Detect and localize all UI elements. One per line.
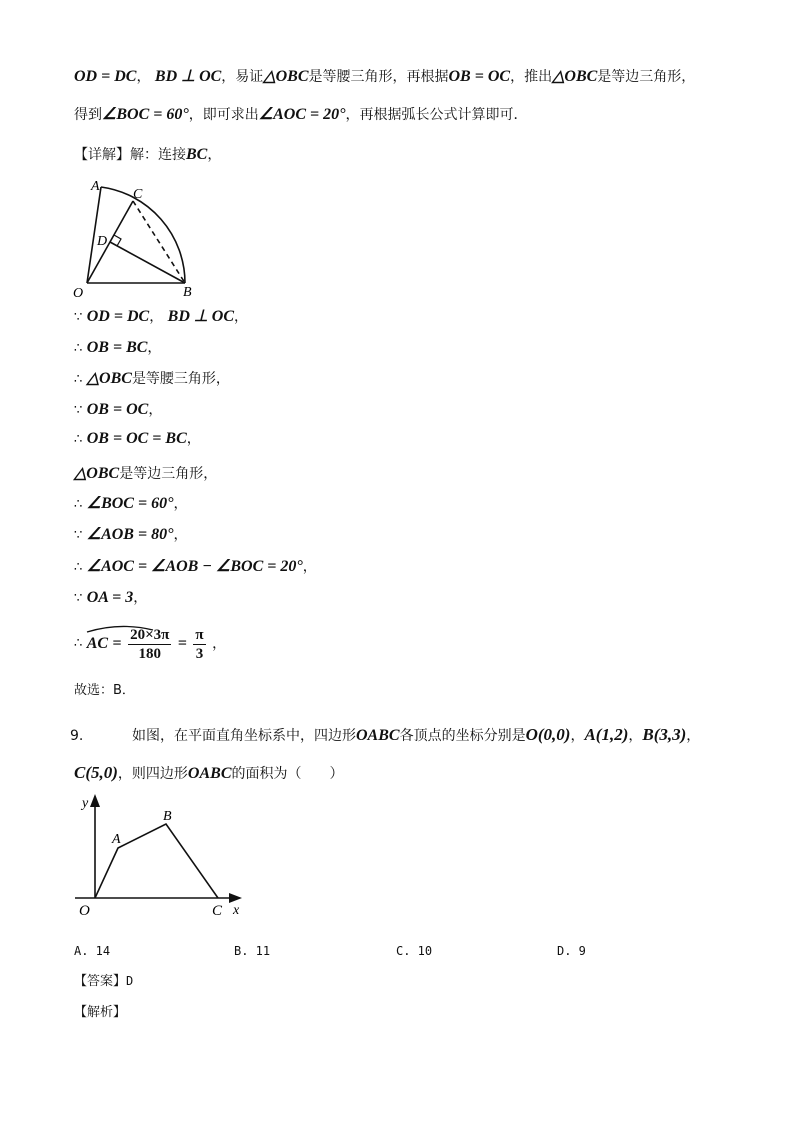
question-text: ，则四边形 [117, 766, 188, 782]
numerator: 20×3π [130, 626, 170, 643]
step-4 [74, 399, 162, 422]
question-9-line-1 [70, 724, 700, 747]
therefore-symbol: ∴ [74, 341, 83, 356]
math-bc: BC [186, 146, 208, 163]
label-o: O [79, 903, 90, 919]
math-triangle-obc: △OBC [263, 68, 309, 85]
step-math: △OBC [74, 465, 120, 482]
label-y: y [82, 796, 89, 811]
comma: ， [173, 527, 188, 543]
comma: ， [207, 147, 222, 163]
math-angle-aoc: ∠AOC = 20° [258, 106, 346, 123]
equals: = [177, 635, 187, 652]
equals: = [112, 635, 122, 652]
question-number: 9. [70, 728, 84, 744]
step-5 [74, 428, 201, 451]
comma: ， [148, 402, 163, 418]
text: ，再根据弧长公式计算即可． [345, 107, 528, 123]
label-b: B [183, 285, 192, 300]
analysis-label: 【解析】 [74, 1005, 127, 1020]
label-o: O [73, 286, 84, 301]
denominator: 3 [195, 645, 204, 662]
answer-label: 【答案】 [74, 974, 127, 989]
sector-figure [70, 174, 200, 302]
comma: ， [686, 728, 701, 744]
text: ，即可求出 [188, 107, 259, 123]
coord-a: A(1,2) [584, 725, 629, 744]
step-math: OA = 3 [86, 589, 134, 606]
therefore-symbol: ∴ [74, 560, 83, 575]
because-symbol: ∵ [74, 528, 83, 543]
math-angle-boc: ∠BOC = 60° [102, 106, 189, 123]
arc-ac [87, 622, 108, 666]
text: 得到 [74, 107, 102, 123]
choose-line: 故选：B． [74, 683, 135, 698]
step-2 [74, 337, 161, 360]
step-text: 是等腰三角形， [131, 371, 230, 387]
option-d[interactable]: D. 9 [557, 944, 586, 958]
step-math: ∠AOC = ∠AOB − ∠BOC = 20° [86, 558, 303, 575]
question-9-line-2 [74, 762, 344, 785]
step-math: △OBC [86, 370, 132, 387]
numerator: π [195, 626, 204, 643]
therefore-symbol: ∴ [74, 636, 83, 651]
question-text: 各顶点的坐标分别是 [399, 728, 526, 744]
text: 是等腰三角形，再根据 [308, 69, 449, 85]
comma: ， [302, 559, 317, 575]
step-10 [74, 587, 147, 610]
step-9 [74, 556, 317, 579]
because-symbol: ∵ [74, 591, 83, 606]
math-od-dc: OD = DC [74, 68, 137, 85]
comma: ， [133, 590, 148, 606]
math-quad: OABC [356, 727, 400, 744]
arc-length-line [74, 622, 226, 666]
option-b[interactable]: B. 11 [234, 944, 271, 958]
step-3 [74, 368, 230, 391]
math-triangle-obc: △OBC [552, 68, 598, 85]
step-math: ∠AOB = 80° [86, 526, 174, 543]
fraction-result [193, 626, 205, 663]
step-math: OB = OC [86, 401, 149, 418]
step-math: OB = OC = BC [86, 430, 187, 447]
therefore-symbol: ∴ [74, 372, 83, 387]
comma: ， [149, 309, 164, 325]
math-bd-perp-oc: BD ⊥ OC [154, 68, 222, 85]
comma: ， [136, 69, 151, 85]
arc-mark [85, 624, 155, 634]
comma: ， [212, 636, 227, 652]
step-math: BD ⊥ OC [167, 308, 235, 325]
denominator: 180 [138, 645, 161, 662]
step-8 [74, 524, 188, 547]
text: ，易证 [221, 69, 264, 85]
therefore-symbol: ∴ [74, 497, 83, 512]
answer-line [74, 970, 133, 993]
analysis-line-2 [74, 104, 528, 126]
comma: ， [628, 728, 643, 744]
step-6 [74, 463, 217, 485]
comma: ， [147, 340, 162, 356]
dashed-bc [133, 201, 185, 283]
question-text: 的面积为（ ） [231, 766, 344, 782]
therefore-symbol: ∴ [74, 432, 83, 447]
label-a: A [91, 179, 100, 194]
text: 是等边三角形， [597, 69, 696, 85]
answer-value: D [126, 974, 134, 988]
arc-label: AC [86, 635, 109, 652]
label-c: C [212, 903, 223, 919]
option-a[interactable]: A. 14 [74, 944, 111, 958]
comma: ， [186, 431, 201, 447]
y-axis-arrow [90, 794, 100, 807]
comma: ， [234, 309, 249, 325]
label-x: x [233, 903, 240, 918]
step-text: 是等边三角形， [119, 466, 218, 482]
step-7 [74, 493, 188, 516]
label-c: C [133, 187, 143, 202]
label-a: A [112, 832, 121, 847]
analysis-line-1 [74, 66, 695, 88]
step-math: OB = BC [86, 339, 148, 356]
option-c[interactable]: C. 10 [396, 944, 433, 958]
step-math: ∠BOC = 60° [86, 495, 174, 512]
coord-c: C(5,0) [74, 763, 118, 782]
math-ob-oc: OB = OC [448, 68, 511, 85]
comma: ， [173, 496, 188, 512]
label-d: D [97, 234, 108, 249]
because-symbol: ∵ [74, 403, 83, 418]
quadrilateral-figure [70, 790, 260, 930]
segment-bd [110, 242, 185, 283]
label-b: B [163, 809, 172, 824]
x-axis-arrow [229, 893, 242, 903]
question-text: 如图，在平面直角坐标系中，四边形 [132, 728, 356, 744]
math-quad: OABC [187, 765, 232, 782]
step-math: OD = DC [86, 308, 150, 325]
coord-b: B(3,3) [642, 725, 687, 744]
detail-heading [74, 144, 221, 166]
because-symbol: ∵ [74, 310, 83, 325]
detail-label: 【详解】解：连接 [74, 147, 186, 163]
coord-o: O(0,0) [525, 725, 571, 744]
comma: ， [570, 728, 585, 744]
text: ，推出 [510, 69, 553, 85]
step-1 [74, 306, 248, 329]
